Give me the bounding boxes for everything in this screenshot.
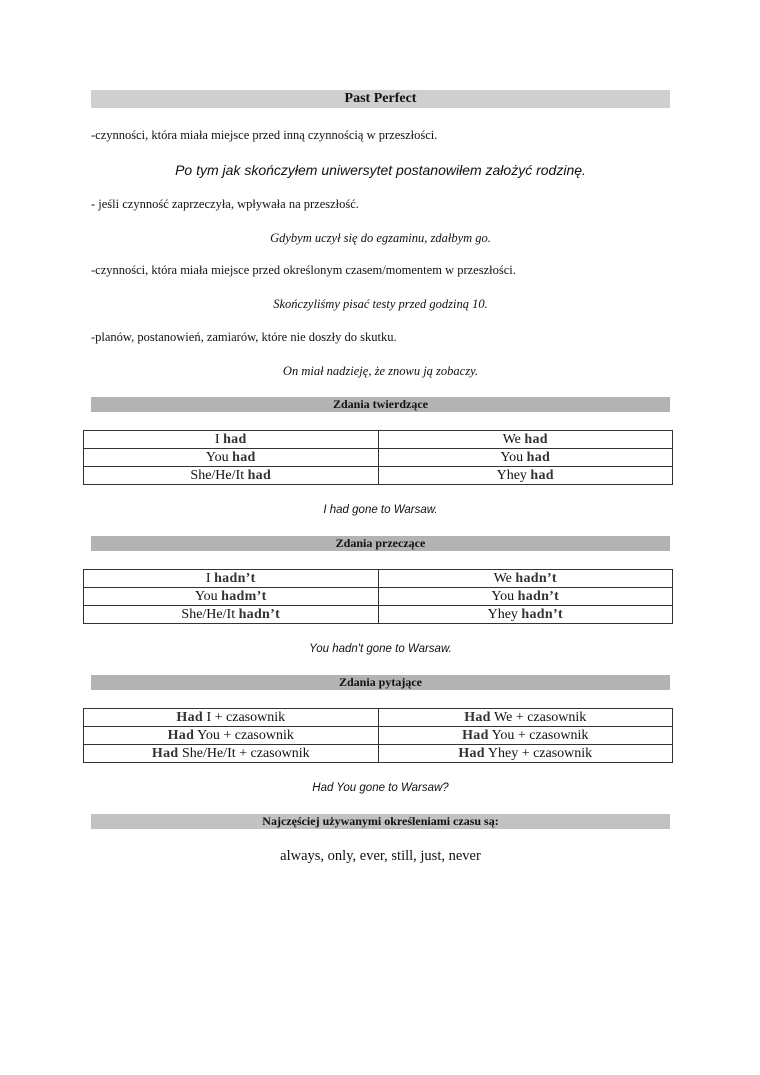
table-cell: Had You + czasownik [378,727,673,745]
adverbs-list: always, only, ever, still, just, never [280,848,481,864]
conjugation-table-interrogative [83,708,673,763]
table-cell: Had She/He/It + czasownik [84,745,379,763]
section-heading-negative: Zdania przeczące [91,536,670,551]
table-row [84,431,673,449]
table-row [84,727,673,745]
table-cell: You had [84,449,379,467]
section-example: You hadn't gone to Warsaw. [309,643,452,655]
table-row [84,606,673,624]
table-cell: Yhey had [378,467,673,485]
use-example: Gdybym uczył się do egzaminu, zdałbym go. [270,231,491,245]
table-cell: You had [378,449,673,467]
use-description: - jeśli czynność zaprzeczyła, wpływała na przeszłość. [91,197,359,211]
table-cell: You hadn’t [378,588,673,606]
table-cell: We had [378,431,673,449]
table-row [84,745,673,763]
table-row [84,449,673,467]
table-cell: I had [84,431,379,449]
conjugation-table-affirmative [83,430,673,485]
table-cell: I hadn’t [84,570,379,588]
table-cell: Had You + czasownik [84,727,379,745]
table-row [84,588,673,606]
conjugation-table-negative [83,569,673,624]
table-cell: She/He/It had [84,467,379,485]
use-example: On miał nadzieję, że znowu ją zobaczy. [282,364,479,378]
adverbs-heading: Najczęściej używanymi określeniami czasu są: [91,814,670,829]
table-cell: We hadn’t [378,570,673,588]
use-example: Po tym jak skończyłem uniwersytet postanowiłem założyć rodzinę. [175,162,586,178]
use-example: Skończyliśmy pisać testy przed godziną 10. [273,297,488,311]
table-row [84,709,673,727]
section-heading-affirmative: Zdania twierdzące [91,397,670,412]
section-example: Had You gone to Warsaw? [312,782,449,794]
use-description: -czynności, która miała miejsce przed inną czynnością w przeszłości. [91,128,438,142]
table-cell: You hadm’t [84,588,379,606]
table-cell: Yhey hadn’t [378,606,673,624]
page-title: Past Perfect [91,90,670,108]
use-description: -czynności, która miała miejsce przed określonym czasem/momentem w przeszłości. [91,263,516,277]
table-cell: Had We + czasownik [378,709,673,727]
section-example: I had gone to Warsaw. [323,504,438,516]
table-cell: She/He/It hadn’t [84,606,379,624]
use-description: -planów, postanowień, zamiarów, które nie doszły do skutku. [91,330,397,344]
table-row [84,570,673,588]
table-cell: Had I + czasownik [84,709,379,727]
table-cell: Had Yhey + czasownik [378,745,673,763]
section-heading-interrogative: Zdania pytające [91,675,670,690]
table-row [84,467,673,485]
